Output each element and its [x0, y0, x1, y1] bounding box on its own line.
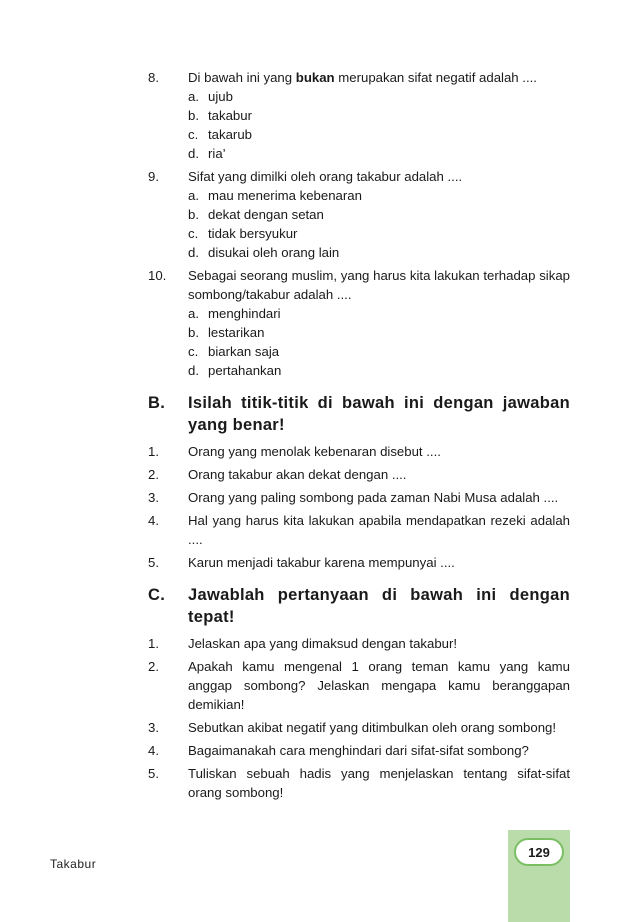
question-8	[148, 68, 570, 163]
option-text: biarkan saja	[208, 344, 280, 359]
item-text: Sebutkan akibat negatif yang ditimbulkan oleh orang sombong!	[188, 720, 557, 735]
list-item	[148, 741, 570, 760]
section-letter: B.	[148, 394, 166, 412]
option-c	[188, 224, 570, 243]
item-text: Jelaskan apa yang dimaksud dengan takabur!	[188, 636, 458, 651]
question-number: 9.	[148, 169, 159, 184]
item-number: 5.	[148, 766, 159, 781]
item-number: 4.	[148, 513, 159, 528]
list-item	[148, 657, 570, 714]
option-a	[188, 87, 570, 106]
list-item	[148, 465, 570, 484]
option-letter: a.	[188, 188, 199, 203]
section-c-heading	[148, 584, 570, 628]
option-text: lestarikan	[208, 325, 265, 340]
list-item	[148, 488, 570, 507]
page-content	[148, 68, 570, 806]
item-text: Bagaimanakah cara menghindari dari sifat-sifat sombong?	[188, 743, 529, 758]
item-number: 1.	[148, 636, 159, 651]
option-b	[188, 323, 570, 342]
question-9	[148, 167, 570, 262]
chapter-label: Takabur	[50, 857, 97, 871]
list-item	[148, 511, 570, 549]
item-text: Orang takabur akan dekat dengan ....	[188, 467, 407, 482]
option-letter: b.	[188, 207, 199, 222]
option-letter: a.	[188, 306, 199, 321]
question-number: 10.	[148, 268, 167, 283]
item-number: 5.	[148, 555, 159, 570]
option-a	[188, 186, 570, 205]
list-item	[148, 764, 570, 802]
option-text: ujub	[208, 89, 233, 104]
item-number: 1.	[148, 444, 159, 459]
option-text: disukai oleh orang lain	[208, 245, 340, 260]
option-letter: d.	[188, 363, 199, 378]
section-title: Jawablah pertanyaan di bawah ini dengan tepat!	[188, 586, 570, 626]
option-c	[188, 125, 570, 144]
option-text: menghindari	[208, 306, 281, 321]
question-text-bold: bukan	[295, 70, 335, 85]
option-letter: b.	[188, 108, 199, 123]
section-title: Isilah titik-titik di bawah ini dengan jawaban yang benar!	[188, 394, 570, 434]
list-item	[148, 553, 570, 572]
item-number: 2.	[148, 467, 159, 482]
option-b	[188, 106, 570, 125]
item-text: Orang yang paling sombong pada zaman Nabi Musa adalah ....	[188, 490, 559, 505]
list-item	[148, 634, 570, 653]
item-text: Orang yang menolak kebenaran disebut ....	[188, 444, 441, 459]
option-letter: d.	[188, 146, 199, 161]
question-text-part: merupakan sifat negatif adalah ....	[334, 70, 537, 85]
option-text: pertahankan	[208, 363, 282, 378]
section-b-heading	[148, 392, 570, 436]
page-number-badge: 129	[514, 838, 564, 866]
list-item	[148, 718, 570, 737]
item-text: Apakah kamu mengenal 1 orang teman kamu yang kamu anggap sombong? Jelaskan mengapa kamu beranggapan demikian!	[188, 659, 570, 712]
question-text	[188, 68, 570, 87]
option-letter: d.	[188, 245, 199, 260]
option-text: ria’	[208, 146, 226, 161]
item-text: Tuliskan sebuah hadis yang menjelaskan tentang sifat-sifat orang sombong!	[188, 766, 570, 800]
question-number: 8.	[148, 70, 159, 85]
item-number: 3.	[148, 490, 159, 505]
item-text: Hal yang harus kita lakukan apabila mendapatkan rezeki adalah ....	[188, 513, 570, 547]
question-text: Sebagai seorang muslim, yang harus kita lakukan terhadap sikap sombong/takabur adalah ....	[188, 268, 570, 302]
option-c	[188, 342, 570, 361]
item-text: Karun menjadi takabur karena mempunyai ....	[188, 555, 455, 570]
question-10	[148, 266, 570, 380]
question-text-part: Di bawah ini yang	[188, 70, 296, 85]
option-text: dekat dengan setan	[208, 207, 324, 222]
option-letter: b.	[188, 325, 199, 340]
option-d	[188, 361, 570, 380]
option-text: tidak bersyukur	[208, 226, 298, 241]
question-text: Sifat yang dimilki oleh orang takabur adalah ....	[188, 169, 463, 184]
item-number: 2.	[148, 659, 159, 674]
option-letter: c.	[188, 344, 199, 359]
option-letter: a.	[188, 89, 199, 104]
option-text: takabur	[208, 108, 252, 123]
option-d	[188, 243, 570, 262]
option-b	[188, 205, 570, 224]
item-number: 4.	[148, 743, 159, 758]
option-d	[188, 144, 570, 163]
list-item	[148, 442, 570, 461]
option-text: mau menerima kebenaran	[208, 188, 362, 203]
item-number: 3.	[148, 720, 159, 735]
option-text: takarub	[208, 127, 252, 142]
option-letter: c.	[188, 226, 199, 241]
section-letter: C.	[148, 586, 166, 604]
option-letter: c.	[188, 127, 199, 142]
option-a	[188, 304, 570, 323]
